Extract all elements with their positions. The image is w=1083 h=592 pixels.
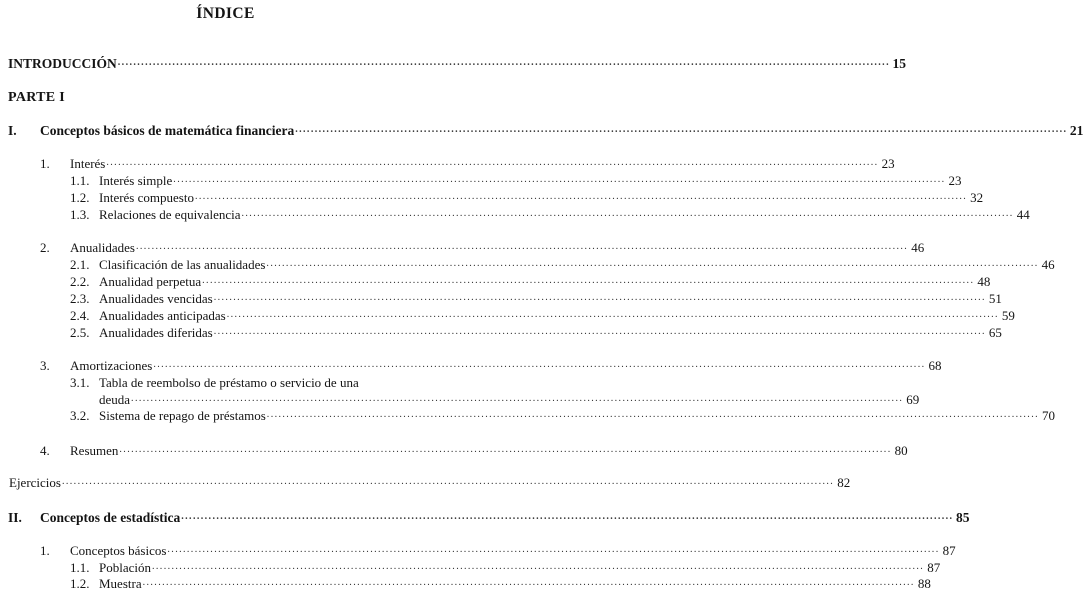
toc-section-number: 1. xyxy=(40,543,50,558)
toc-subsection-3-2 xyxy=(70,408,1055,423)
dot-leader: ...................................................................................................................................................................................................... xyxy=(142,577,915,588)
toc-subsection-2-3 xyxy=(70,291,1002,306)
toc-entry-label-line-2: deuda xyxy=(99,392,131,407)
toc-section-number: 3.2. xyxy=(70,408,90,423)
dot-leader: ...................................................................................................................................................................................................... xyxy=(135,241,909,252)
dot-leader: ...................................................................................................................................................................................................... xyxy=(266,258,1039,269)
toc-subsection-3-1 xyxy=(70,375,920,407)
toc-section-number: 2.5. xyxy=(70,325,90,340)
toc-page-number: 44 xyxy=(1016,207,1030,222)
toc-entry-label: INTRODUCCIÓN xyxy=(8,56,117,71)
toc-section-number: 1.1. xyxy=(70,173,90,188)
toc-section-1 xyxy=(40,156,895,171)
toc-entry-label: Relaciones de equivalencia xyxy=(99,207,241,222)
toc-section-number: 1. xyxy=(40,156,50,171)
dot-leader: ...................................................................................................................................................................................................... xyxy=(266,409,1039,420)
toc-subsection-2-5 xyxy=(70,325,1002,340)
toc-entry-label: Interés compuesto xyxy=(99,190,194,205)
toc-page-number: 68 xyxy=(928,358,942,373)
page-title: ÍNDICE xyxy=(196,5,255,22)
toc-section-number: 2.1. xyxy=(70,257,90,272)
dot-leader: ...................................................................................................................................................................................................... xyxy=(202,275,975,286)
dot-leader: ...................................................................................................................................................................................................... xyxy=(213,326,986,337)
toc-page-number: 80 xyxy=(894,443,908,458)
toc-subsection-ch2-1-2 xyxy=(70,576,931,591)
toc-page-number: 70 xyxy=(1042,408,1055,423)
toc-page-number: 15 xyxy=(892,56,906,71)
toc-section-number: 2.3. xyxy=(70,291,90,306)
toc-entry-label: Anualidad perpetua xyxy=(99,274,202,289)
toc-section-number: 1.2. xyxy=(70,576,90,591)
toc-subsection-2-2 xyxy=(70,274,991,289)
toc-entry-label: Población xyxy=(99,560,151,575)
dot-leader: ...................................................................................................................................................................................................... xyxy=(153,359,926,370)
toc-subsection-1-2 xyxy=(70,190,984,205)
toc-section-number: 2.2. xyxy=(70,274,90,289)
toc-entry-label: Amortizaciones xyxy=(70,358,153,373)
dot-leader: ...................................................................................................................................................................................................... xyxy=(152,561,925,572)
toc-page-number: 48 xyxy=(977,274,991,289)
dot-leader: ...................................................................................................................................................................................................... xyxy=(241,208,1014,219)
toc-page-number: 69 xyxy=(906,392,920,407)
toc-subsection-ch2-1-1 xyxy=(70,560,941,575)
toc-page-number: 23 xyxy=(881,156,895,171)
toc-section-2 xyxy=(40,240,925,255)
toc-page-number: 85 xyxy=(955,510,970,525)
dot-leader: ...................................................................................................................................................................................................... xyxy=(295,124,1068,135)
dot-leader: ...................................................................................................................................................................................................... xyxy=(167,544,940,555)
toc-section-number: 1.3. xyxy=(70,207,90,222)
dot-leader: ...................................................................................................................................................................................................... xyxy=(61,476,835,487)
toc-page-number: 87 xyxy=(942,543,956,558)
dot-leader: ...................................................................................................................................................................................................... xyxy=(181,511,954,522)
toc-subsection-1-1 xyxy=(70,173,962,188)
toc-chapter-number: I. xyxy=(8,123,17,138)
toc-entry-label: Sistema de repago de préstamos xyxy=(99,408,266,423)
toc-entry-label: Interés xyxy=(70,156,106,171)
toc-entry-label: Muestra xyxy=(99,576,142,591)
toc-page-number: 59 xyxy=(1001,308,1015,323)
toc-entry-ejercicios xyxy=(9,475,851,490)
toc-section-number: 2.4. xyxy=(70,308,90,323)
toc-page-number: 82 xyxy=(837,475,851,490)
toc-entry-label: Anualidades anticipadas xyxy=(99,308,226,323)
toc-entry-label: Anualidades diferidas xyxy=(99,325,213,340)
toc-entry-label: Conceptos básicos xyxy=(70,543,167,558)
toc-section-3 xyxy=(40,358,942,373)
toc-section-number: 3.1. xyxy=(70,375,90,390)
dot-leader: ...................................................................................................................................................................................................... xyxy=(117,57,890,68)
dot-leader: ...................................................................................................................................................................................................... xyxy=(226,309,999,320)
toc-entry-label: Conceptos básicos de matemática financiera xyxy=(40,123,295,138)
toc-subsection-2-1 xyxy=(70,257,1055,272)
toc-entry-introduccion xyxy=(8,56,906,71)
dot-leader: ...................................................................................................................................................................................................... xyxy=(173,174,946,185)
toc-section-number: 3. xyxy=(40,358,50,373)
toc-entry-label-line-1: Tabla de reembolso de préstamo o servicio de una xyxy=(99,375,359,390)
toc-page-number: 46 xyxy=(911,240,925,255)
dot-leader: ...................................................................................................................................................................................................... xyxy=(213,292,986,303)
toc-chapter-1 xyxy=(8,123,1083,138)
toc-page-number: 51 xyxy=(988,291,1002,306)
toc-subsection-1-3 xyxy=(70,207,1030,222)
toc-page-number: 46 xyxy=(1041,257,1055,272)
dot-leader: ...................................................................................................................................................................................................... xyxy=(131,393,904,404)
toc-entry-label: Resumen xyxy=(70,443,119,458)
toc-section-number: 1.2. xyxy=(70,190,90,205)
toc-section-ch2-1 xyxy=(40,543,956,558)
toc-section-number: 2. xyxy=(40,240,50,255)
toc-entry-label: Conceptos de estadística xyxy=(40,510,181,525)
dot-leader: ...................................................................................................................................................................................................... xyxy=(106,157,879,168)
toc-entry-label: Ejercicios xyxy=(9,475,61,490)
toc-section-number: 1.1. xyxy=(70,560,90,575)
toc-entry-label: Anualidades vencidas xyxy=(99,291,213,306)
toc-subsection-2-4 xyxy=(70,308,1015,323)
part-heading: PARTE I xyxy=(8,90,65,105)
toc-page-number: 87 xyxy=(927,560,941,575)
toc-chapter-2 xyxy=(8,510,970,525)
toc-section-number: 4. xyxy=(40,443,50,458)
toc-page-number: 88 xyxy=(917,576,931,591)
dot-leader: ...................................................................................................................................................................................................... xyxy=(194,191,968,202)
dot-leader: ...................................................................................................................................................................................................... xyxy=(119,444,892,455)
toc-section-4 xyxy=(40,443,908,458)
toc-entry-label: Clasificación de las anualidades xyxy=(99,257,266,272)
toc-chapter-number: II. xyxy=(8,510,22,525)
toc-page-number: 23 xyxy=(948,173,962,188)
toc-entry-label: Anualidades xyxy=(70,240,135,255)
toc-page-number: 32 xyxy=(970,190,984,205)
toc-page-number: 65 xyxy=(988,325,1002,340)
toc-entry-label: Interés simple xyxy=(99,173,173,188)
toc-page-number: 21 xyxy=(1069,123,1083,138)
